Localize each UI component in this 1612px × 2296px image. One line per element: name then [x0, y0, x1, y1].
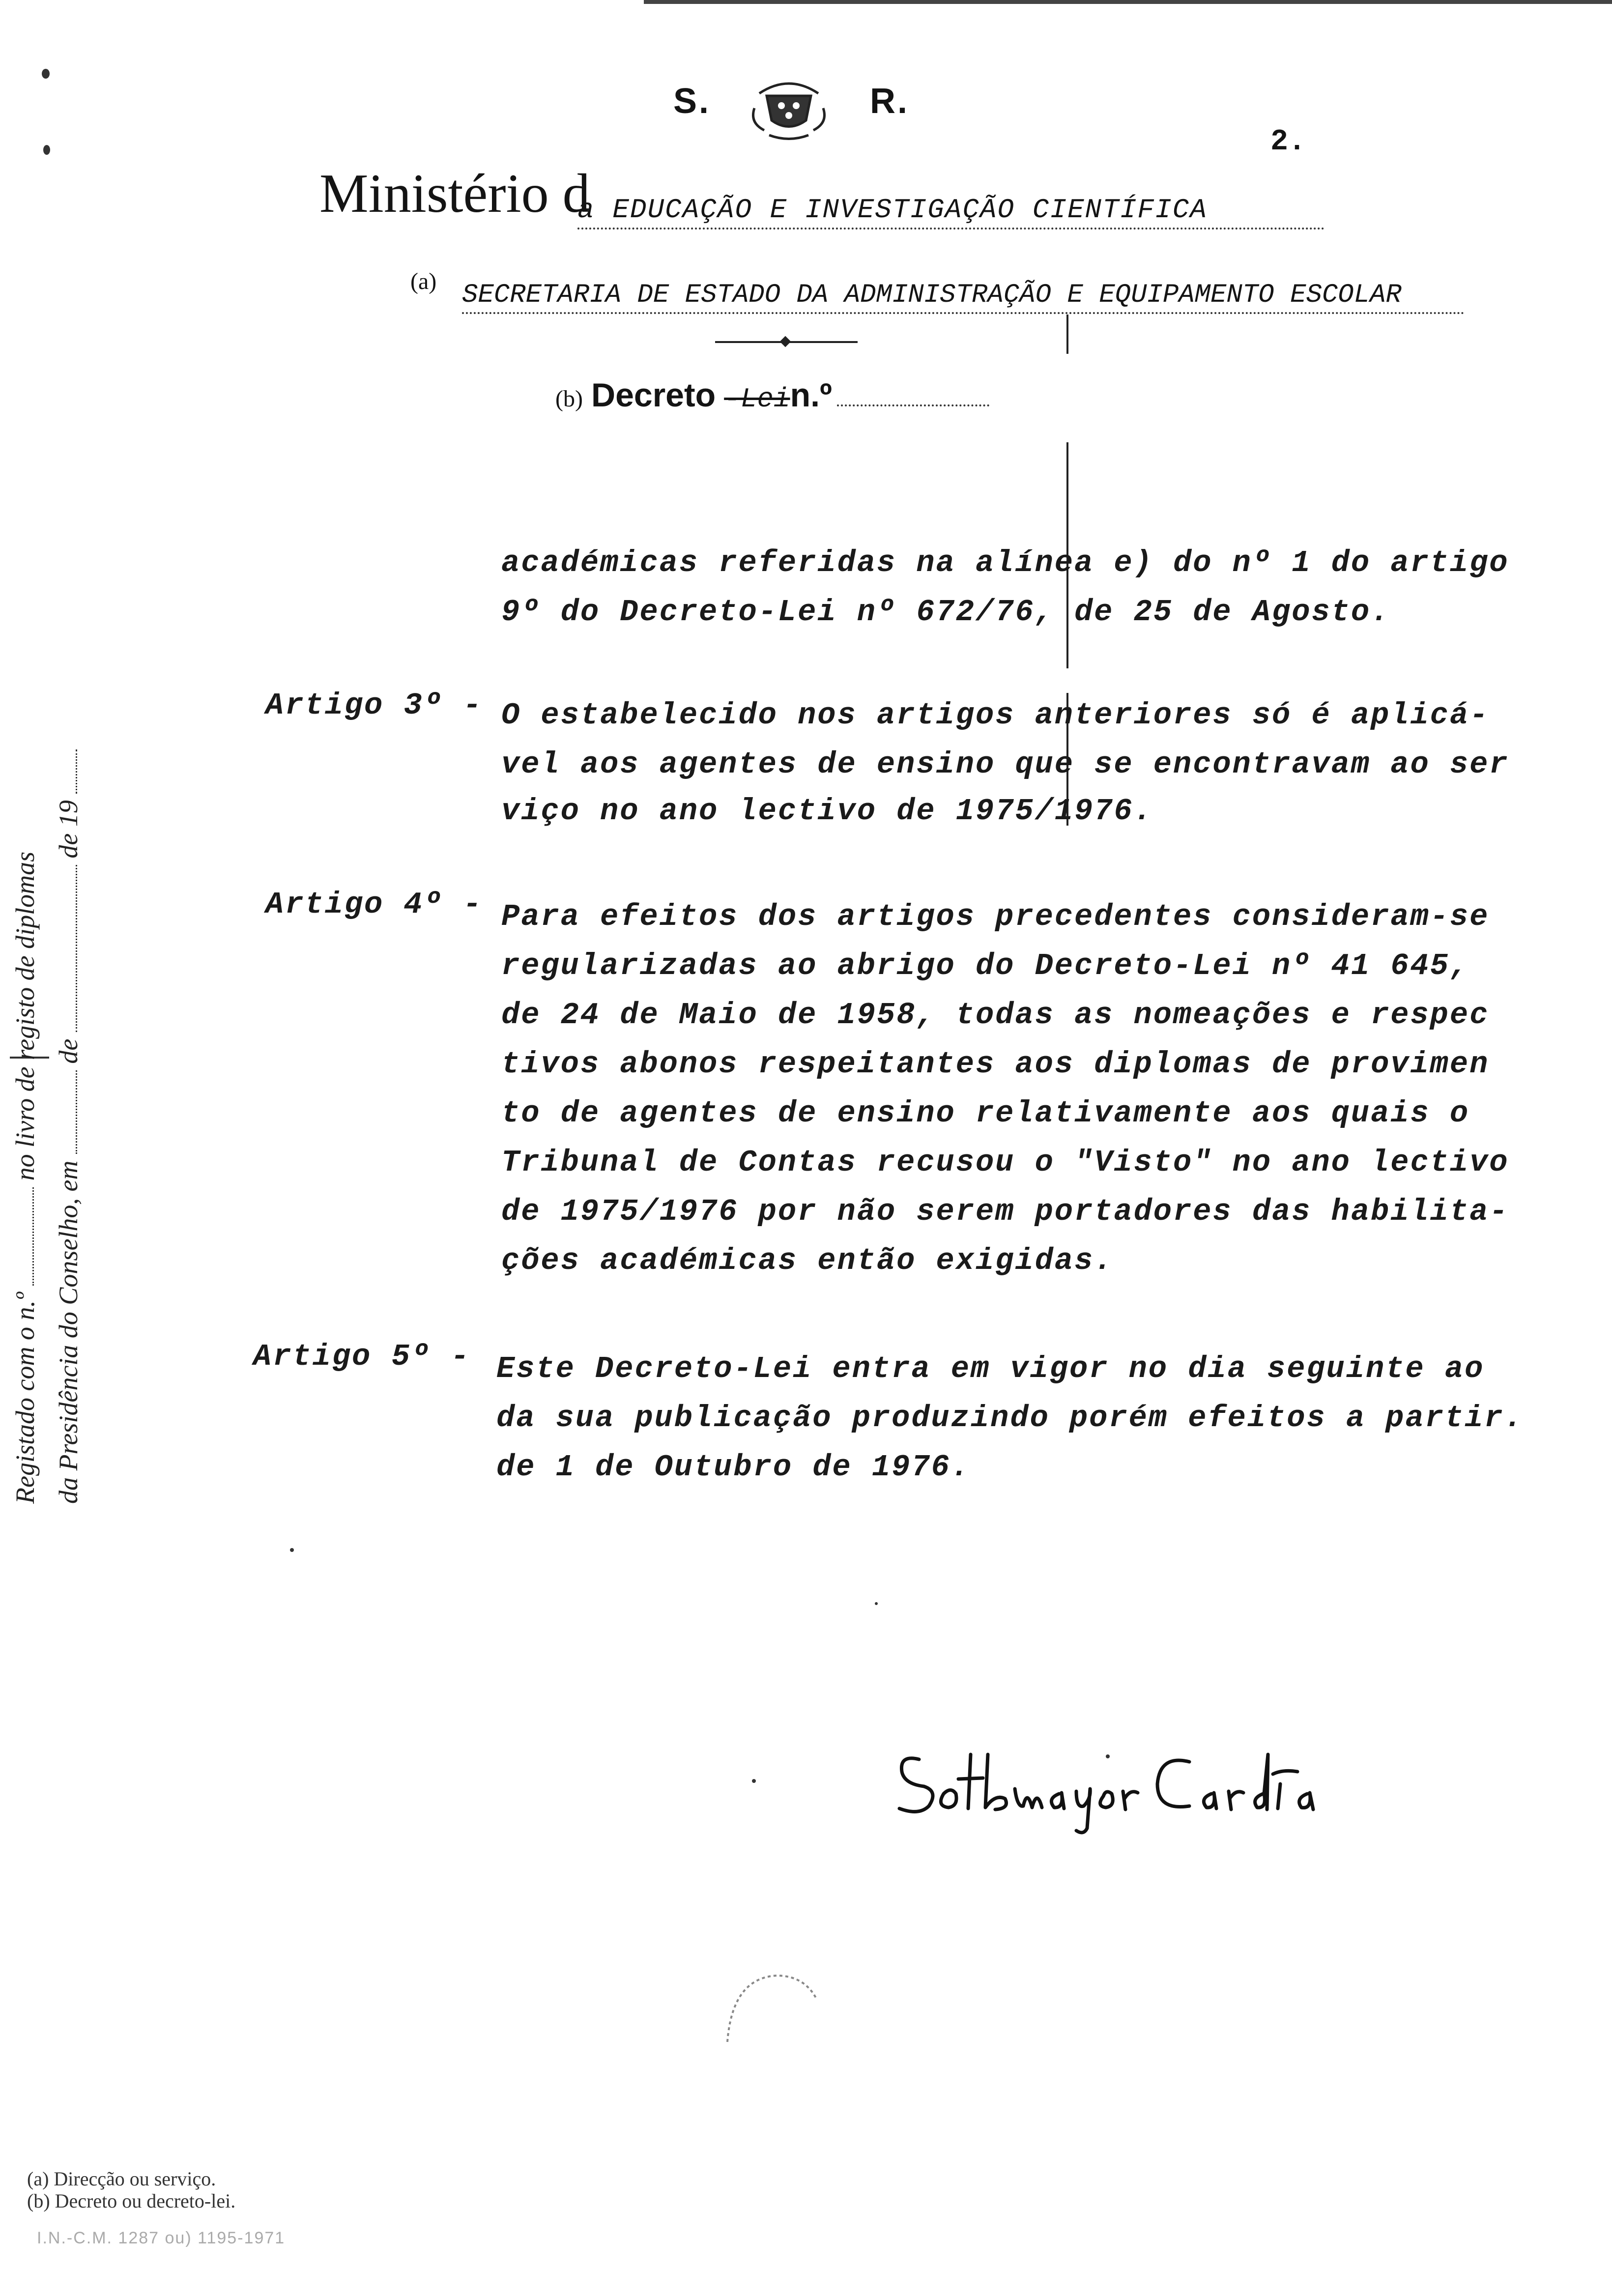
article-5-line: da sua publicação produzindo porém efeitos a partir. — [496, 1401, 1524, 1435]
ministry-label: Ministério d — [319, 163, 590, 224]
footnote-b: (b) Decreto ou decreto-lei. — [27, 2190, 236, 2212]
article-4-line: ções académicas então exigidas. — [501, 1243, 1114, 1278]
article-4-heading: Artigo 4º - — [265, 887, 483, 922]
sr-left-letter: S. — [673, 82, 711, 121]
article-4-line: Tribunal de Contas recusou o "Visto" no ano lectivo — [501, 1145, 1509, 1180]
article-5-heading: Artigo 5º - — [253, 1339, 471, 1374]
article-4-line: de 1975/1976 por não serem portadores das habilita- — [501, 1194, 1509, 1229]
registry-line-2b: de — [54, 1038, 83, 1064]
article-3-line: viço no ano lectivo de 1975/1976. — [501, 794, 1153, 829]
footnote-a: (a) Direcção ou serviço. — [27, 2168, 216, 2190]
decreto-lei-insert: -Lei — [724, 383, 790, 415]
registry-line-1a: Registado com o n.º — [10, 1292, 40, 1504]
decreto-number-line — [555, 376, 989, 415]
registry-line-2c: de 19 — [54, 800, 83, 859]
article-3-heading: Artigo 3º - — [265, 688, 483, 723]
continuation-line: 9º do Decreto-Lei nº 672/76, de 25 de Agosto. — [501, 595, 1391, 630]
article-4-line: tivos abonos respeitantes aos diplomas de provimen — [501, 1047, 1490, 1082]
article-4-line: de 24 de Maio de 1958, todas as nomeações e respec — [501, 998, 1490, 1033]
speck — [875, 1602, 878, 1605]
footnote-marker-a: (a) — [410, 268, 437, 294]
edge-mark — [43, 145, 50, 155]
registry-number-blank — [32, 1187, 34, 1286]
article-3-line: vel aos agentes de ensino que se encontravam ao ser — [501, 747, 1509, 782]
secretaria-field: SECRETARIA DE ESTADO DA ADMINISTRAÇÃO E EQUIPAMENTO ESCOLAR — [462, 280, 1465, 314]
ministry-name-field: a EDUCAÇÃO E INVESTIGAÇÃO CIENTÍFICA — [577, 194, 1324, 230]
registry-month-blank — [76, 865, 77, 1032]
article-3-line: O estabelecido nos artigos anteriores só é aplicá- — [501, 698, 1490, 733]
page-number: 2. — [1270, 125, 1306, 159]
registry-day-blank — [76, 1070, 77, 1154]
article-4-line: to de agentes de ensino relativamente aos quais o — [501, 1096, 1470, 1131]
faint-stamp-mark — [718, 1968, 826, 2047]
continuation-line: académicas referidas na alínea e) do nº 1 do artigo — [501, 545, 1509, 580]
vertical-rule-segment — [1066, 315, 1068, 354]
coat-of-arms-emblem — [745, 74, 833, 143]
top-rule — [644, 0, 1612, 4]
decreto-number-blank — [837, 404, 989, 406]
article-5-line: de 1 de Outubro de 1976. — [496, 1450, 971, 1485]
footnote-marker-b: (b) — [555, 386, 583, 412]
registry-line-2a: da Presidência do Conselho, em — [54, 1160, 83, 1504]
registry-year-blank — [76, 749, 77, 794]
handwritten-signature — [890, 1725, 1322, 1838]
sr-right-letter: R. — [870, 82, 909, 121]
decreto-number-label: n.º — [790, 376, 832, 414]
registry-line-1b: no livro de registo de diplomas — [10, 851, 40, 1181]
registry-margin-note — [10, 570, 84, 1504]
article-4-line: regularizadas ao abrigo do Decreto-Lei nº 41 645, — [501, 948, 1470, 983]
printer-imprint: I.N.-C.M. 1287 ou) 1195-1971 — [37, 2229, 286, 2247]
header-ornament-divider — [715, 339, 858, 344]
speck — [290, 1548, 294, 1552]
article-5-line: Este Decreto-Lei entra em vigor no dia seguinte ao — [496, 1351, 1485, 1386]
article-4-line: Para efeitos dos artigos precedentes consideram-se — [501, 899, 1490, 934]
edge-mark — [42, 69, 50, 79]
decreto-label: Decreto — [591, 376, 716, 414]
speck — [752, 1779, 756, 1783]
